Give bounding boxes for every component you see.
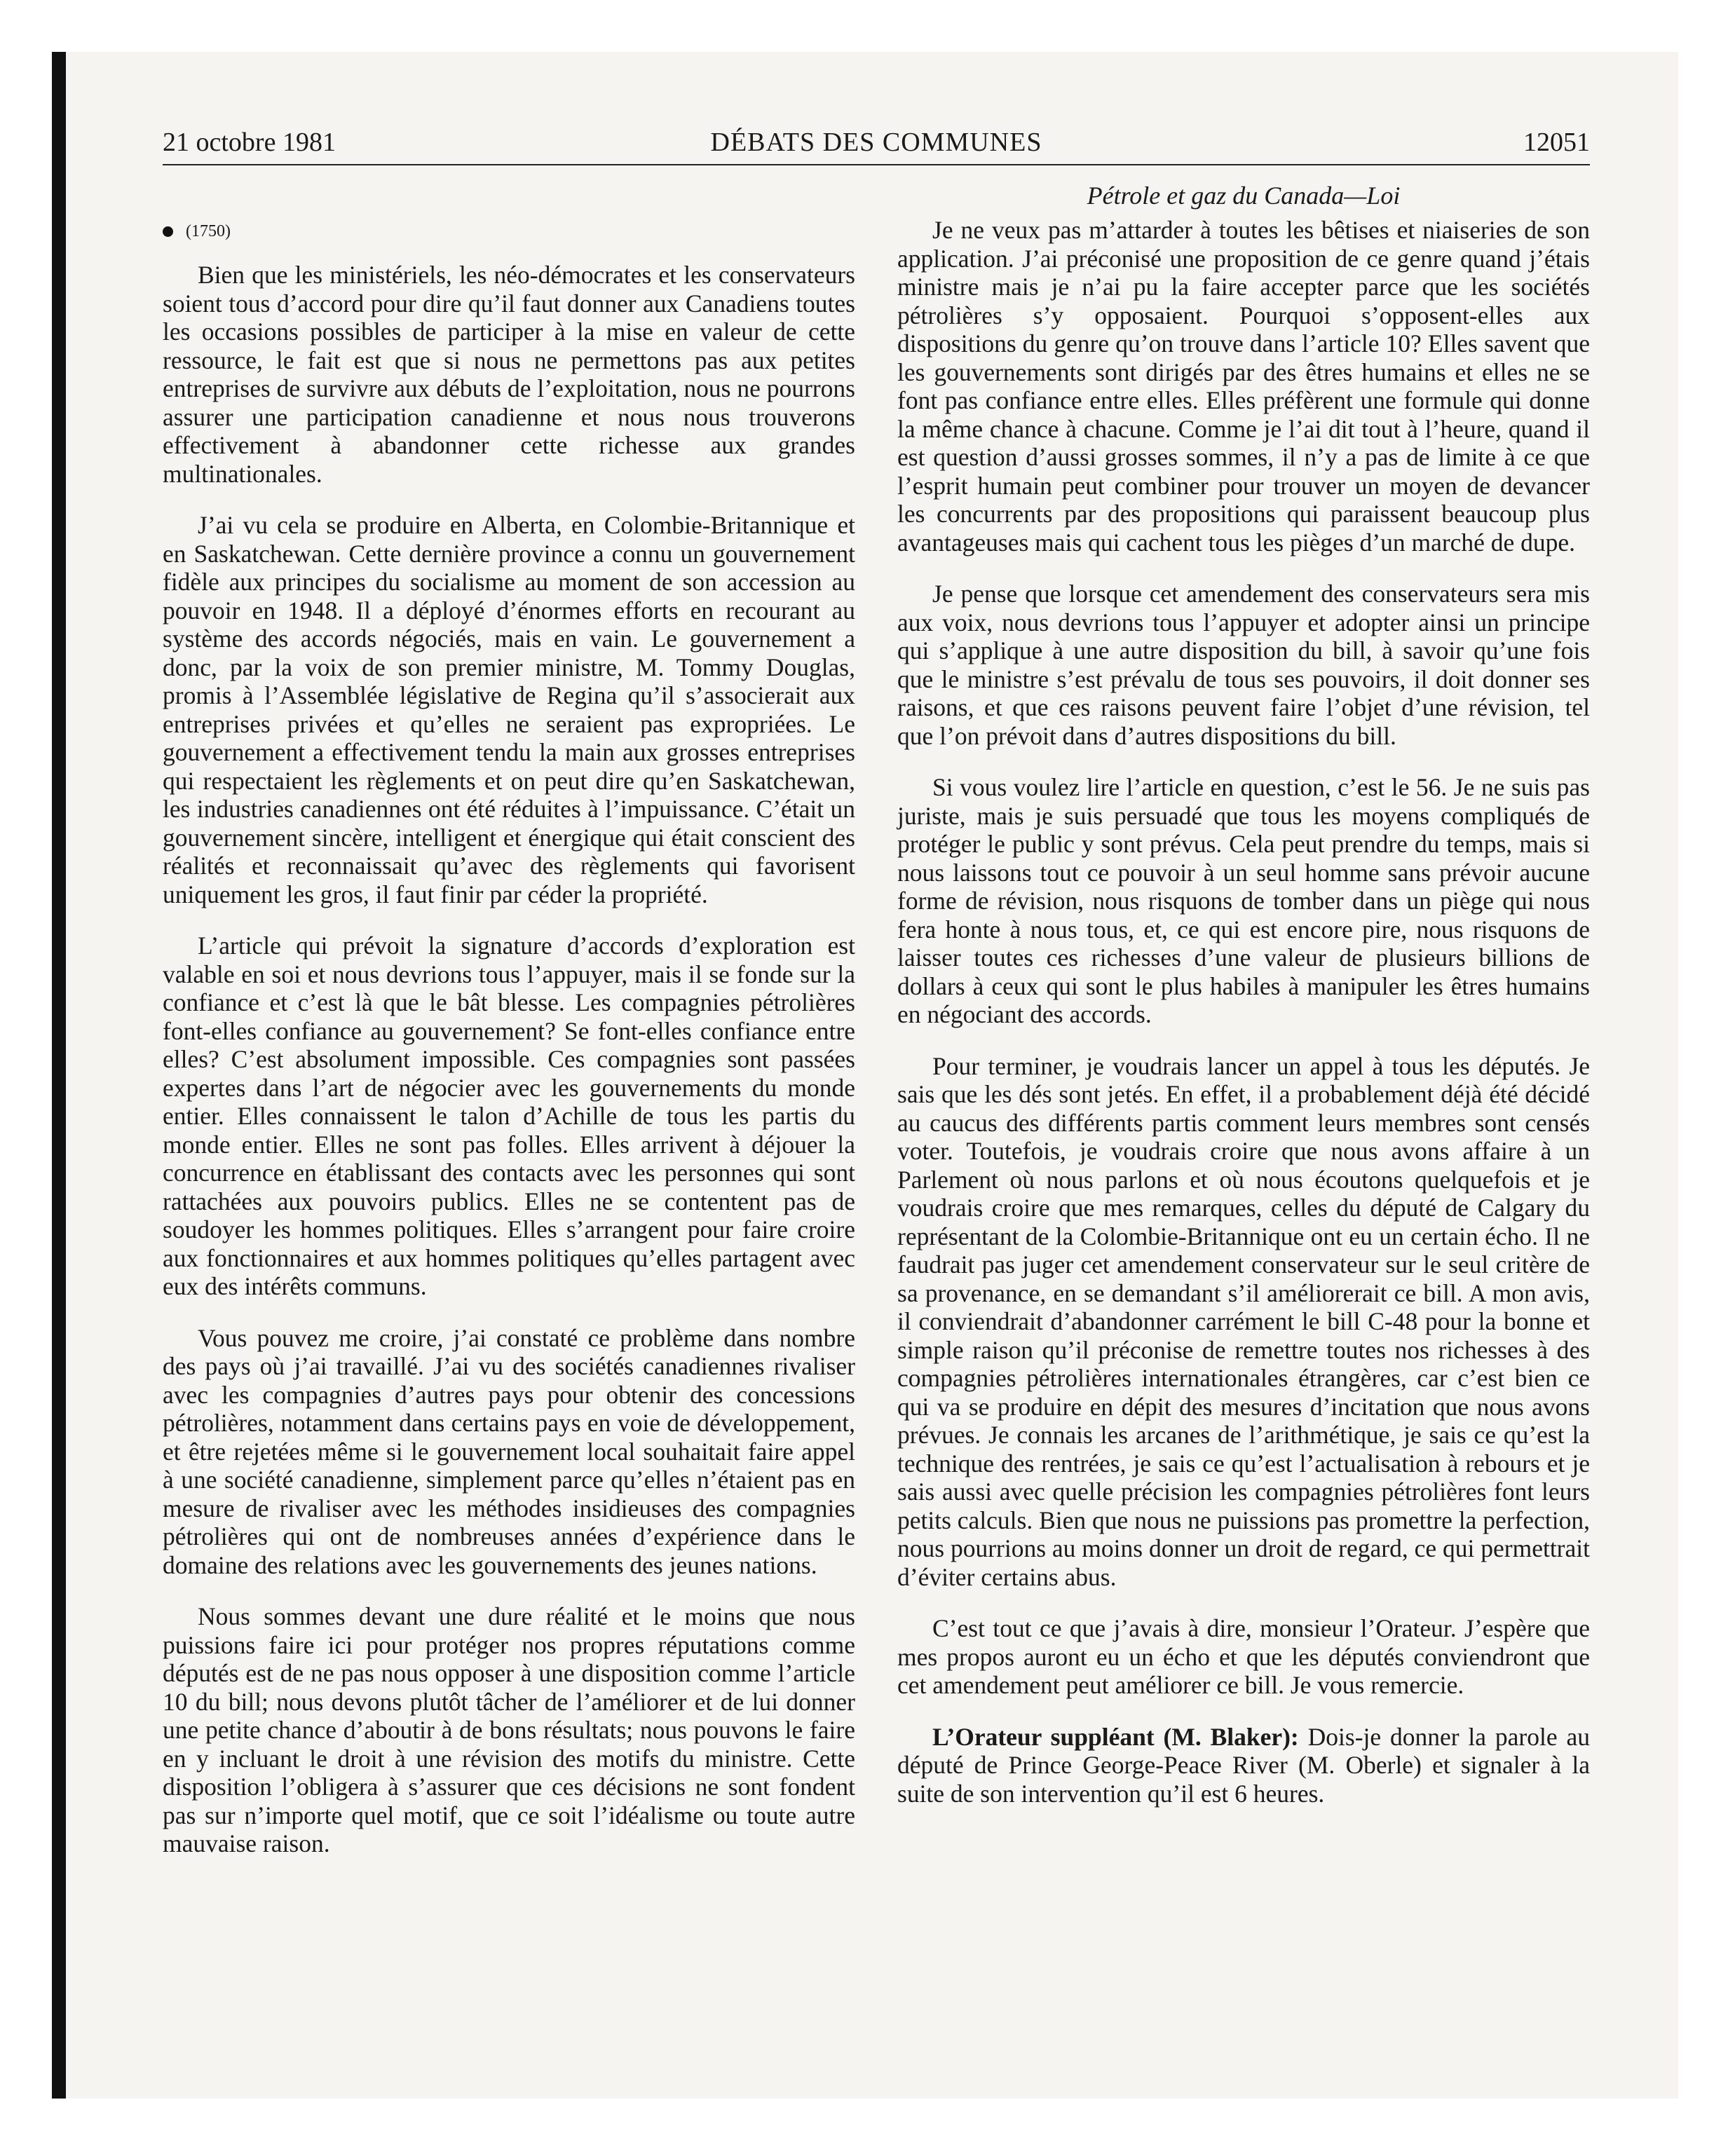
- header-journal-title: DÉBATS DES COMMUNES: [710, 128, 1042, 157]
- closing-paragraph: [897, 1723, 1590, 1808]
- closing-text: Dois-je donner la parole au député de Prince George-Peace River (M. Oberle) et signaler à la suite de son intervention qu’il est 6 heures.: [897, 1722, 1590, 1808]
- paragraph: J’ai vu cela se produire en Alberta, en Colombie-Britannique et en Saskatchewan. Cette dernière province a connu un gouvernement fidèle aux principes du socialisme au moment de son accession au pouvoir en 1948. Il a déployé d’énormes efforts en recourant au système des accords négociés, mais en vain. Le gouvernement a donc, par la voix de son premier ministre, M. Tommy Douglas, promis à l’Assemblée législative de Regina qu’il s’associerait aux entreprises privées et qu’elles ne seraient pas expropriées. Le gouvernement a effectivement tendu la main aux grosses entreprises qui respectaient les règlements et on peut dire qu’en Saskatchewan, les industries canadiennes ont été réduites à l’impuissance. C’était un gouvernement sincère, intelligent et énergique qui était conscient des réalités et reconnaissait qu’avec des règlements qui favorisent uniquement les gros, il faut finir par céder la propriété.: [163, 511, 855, 908]
- right-column: [897, 216, 1590, 1831]
- paragraph: L’article qui prévoit la signature d’accords d’exploration est valable en soi et nous devrions tous l’appuyer, mais il se fonde sur la confiance et c’est là que le bât blesse. Les compagnies pétrolières font-elles confiance au gouvernement? Se font-elles confiance entre elles? C’est absolument impossible. Ces compagnies sont passées expertes dans l’art de négocier avec les gouvernements du monde entier. Elles connaissent le talon d’Achille de tous les partis du monde entier. Elles ne sont pas folles. Elles arrivent à déjouer la concurrence en établissant des contacts avec les personnes qui sont rattachées aux pouvoirs publics. Elles ne se contentent pas de soudoyer les hommes politiques. Elles s’arrangent pour faire croire aux fonctionnaires et aux hommes politiques qu’elles partagent avec eux des intérêts communs.: [163, 932, 855, 1300]
- running-head: [163, 125, 1590, 165]
- scan-shadow-edge: [52, 52, 66, 2099]
- header-page-number: 12051: [1523, 128, 1590, 157]
- paragraph: Bien que les ministériels, les néo-démocrates et les conservateurs soient tous d’accord pour dire qu’il faut donner aux Canadiens toutes les occasions possibles de participer à la mise en valeur de cette ressource, le fait est que si nous ne permettons pas aux petites entreprises de survivre aux débuts de l’exploitation, nous ne pourrons assurer une participation canadienne et nous nous trouverons effectivement à abandonner cette richesse aux grandes multinationales.: [163, 261, 855, 488]
- paragraph: Si vous voulez lire l’article en question, c’est le 56. Je ne suis pas juriste, mais je suis persuadé que tous les moyens compliqués de protéger le public y sont prévus. Cela peut prendre du temps, mais si nous laissons tout ce pouvoir à un seul homme sans prévoir aucune forme de révision, nous risquons de tomber dans un piège qui nous fera honte à nous tous, et, ce qui est encore pire, nous risquons de laisser toutes ces richesses d’une valeur de plusieurs billions de dollars à ceux qui sont le plus habiles à manipuler les êtres humains en négociant des accords.: [897, 773, 1590, 1028]
- left-column: [163, 217, 855, 1881]
- timestamp-marker: [163, 217, 855, 245]
- timestamp-text: (1750): [186, 222, 231, 240]
- paragraph: Je ne veux pas m’attarder à toutes les bêtises et niaiseries de son application. J’ai préconisé une proposition de ce genre quand j’étais ministre mais je n’ai pu la faire accepter parce que les sociétés pétrolières s’y opposaient. Pourquoi s’opposent-elles aux dispositions du genre qu’on trouve dans l’article 10? Elles savent que les gouvernements sont dirigés par des êtres humains et elles ne se font pas confiance entre elles. Elles préfèrent une formule qui donne la même chance à chacune. Comme je l’ai dit tout à l’heure, quand il est question d’aussi grosses sommes, il n’y a pas de limite à ce que l’esprit humain peut combiner pour trouver un moyen de devancer les concurrents par des propositions qui paraissent beaucoup plus avantageuses mais qui cachent tous les pièges d’un marché de dupe.: [897, 216, 1590, 557]
- header-date: 21 octobre 1981: [163, 128, 336, 157]
- paragraph: Vous pouvez me croire, j’ai constaté ce problème dans nombre des pays où j’ai travaillé. J’ai vu des sociétés canadiennes rivaliser avec les compagnies d’autres pays pour obtenir des concessions pétrolières, notamment dans certains pays en voie de développement, et être rejetées même si le gouvernement local souhaitait faire appel à une société canadienne, simplement parce qu’elles n’étaient pas en mesure de rivaliser avec les méthodes insidieuses des compagnies pétrolières qui ont de nombreuses années d’expérience dans le domaine des relations avec les gouvernements des jeunes nations.: [163, 1323, 855, 1579]
- paragraph: C’est tout ce que j’avais à dire, monsieur l’Orateur. J’espère que mes propos auront eu un écho et que les députés conviendront que cet amendement peut améliorer ce bill. Je vous remercie.: [897, 1614, 1590, 1699]
- paragraph: Nous sommes devant une dure réalité et le moins que nous puissions faire ici pour protéger nos propres réputations comme députés est de ne pas nous opposer à une disposition comme l’article 10 du bill; nous devons plutôt tâcher de l’améliorer et de lui donner une petite chance d’aboutir à de bons résultats; nous pouvons le faire en y incluant le droit à une révision des motifs du ministre. Cette disposition l’obligera à s’assurer que ces décisions ne sont fondent pas sur n’importe quel motif, que ce soit l’idéalisme ou toute autre mauvaise raison.: [163, 1602, 855, 1857]
- paragraph: Je pense que lorsque cet amendement des conservateurs sera mis aux voix, nous devrions tous l’appuyer et adopter ainsi un principe qui s’applique à une autre disposition du bill, à savoir qu’une fois que le ministre s’est prévalu de tous ses pouvoirs, il doit donner ses raisons, et que ces raisons peuvent faire l’objet d’une révision, tel que l’on prévoit dans d’autres dispositions du bill.: [897, 580, 1590, 750]
- section-title: Pétrole et gaz du Canada—Loi: [1087, 182, 1401, 210]
- bullet-icon: [163, 226, 173, 237]
- speaker-name: L’Orateur suppléant (M. Blaker):: [932, 1722, 1299, 1751]
- paragraph: Pour terminer, je voudrais lancer un appel à tous les députés. Je sais que les dés sont jetés. En effet, il a probablement déjà été décidé au caucus des différents partis comment leurs membres sont censés voter. Toutefois, je voudrais croire que nous avons affaire à un Parlement où nous parlons et où nous écoutons quelquefois et je voudrais croire que mes remarques, celles du député de Calgary du représentant de la Colombie-Britannique ont eu un certain écho. Il ne faudrait pas juger cet amendement conservateur sur le seul critère de sa provenance, en se demandant s’il améliorerait ce bill. A mon avis, il conviendrait d’abandonner carrément le bill C-48 pour la bonne et simple raison qu’il préconise de remettre toutes nos richesses à des compagnies pétrolières internationales étrangères, car c’est bien ce qui va se produire en dépit des mesures d’incitation que nous avons prévues. Je connais les arcanes de l’arithmétique, je sais ce qu’est la technique des rentrées, je sais ce qu’est l’actualisation à rebours et je sais aussi avec quelle précision les compagnies pétrolières font leurs petits calculs. Bien que nous ne puissions pas promettre la perfection, nous pourrions au moins donner un droit de regard, ce qui permettrait d’éviter certains abus.: [897, 1051, 1590, 1591]
